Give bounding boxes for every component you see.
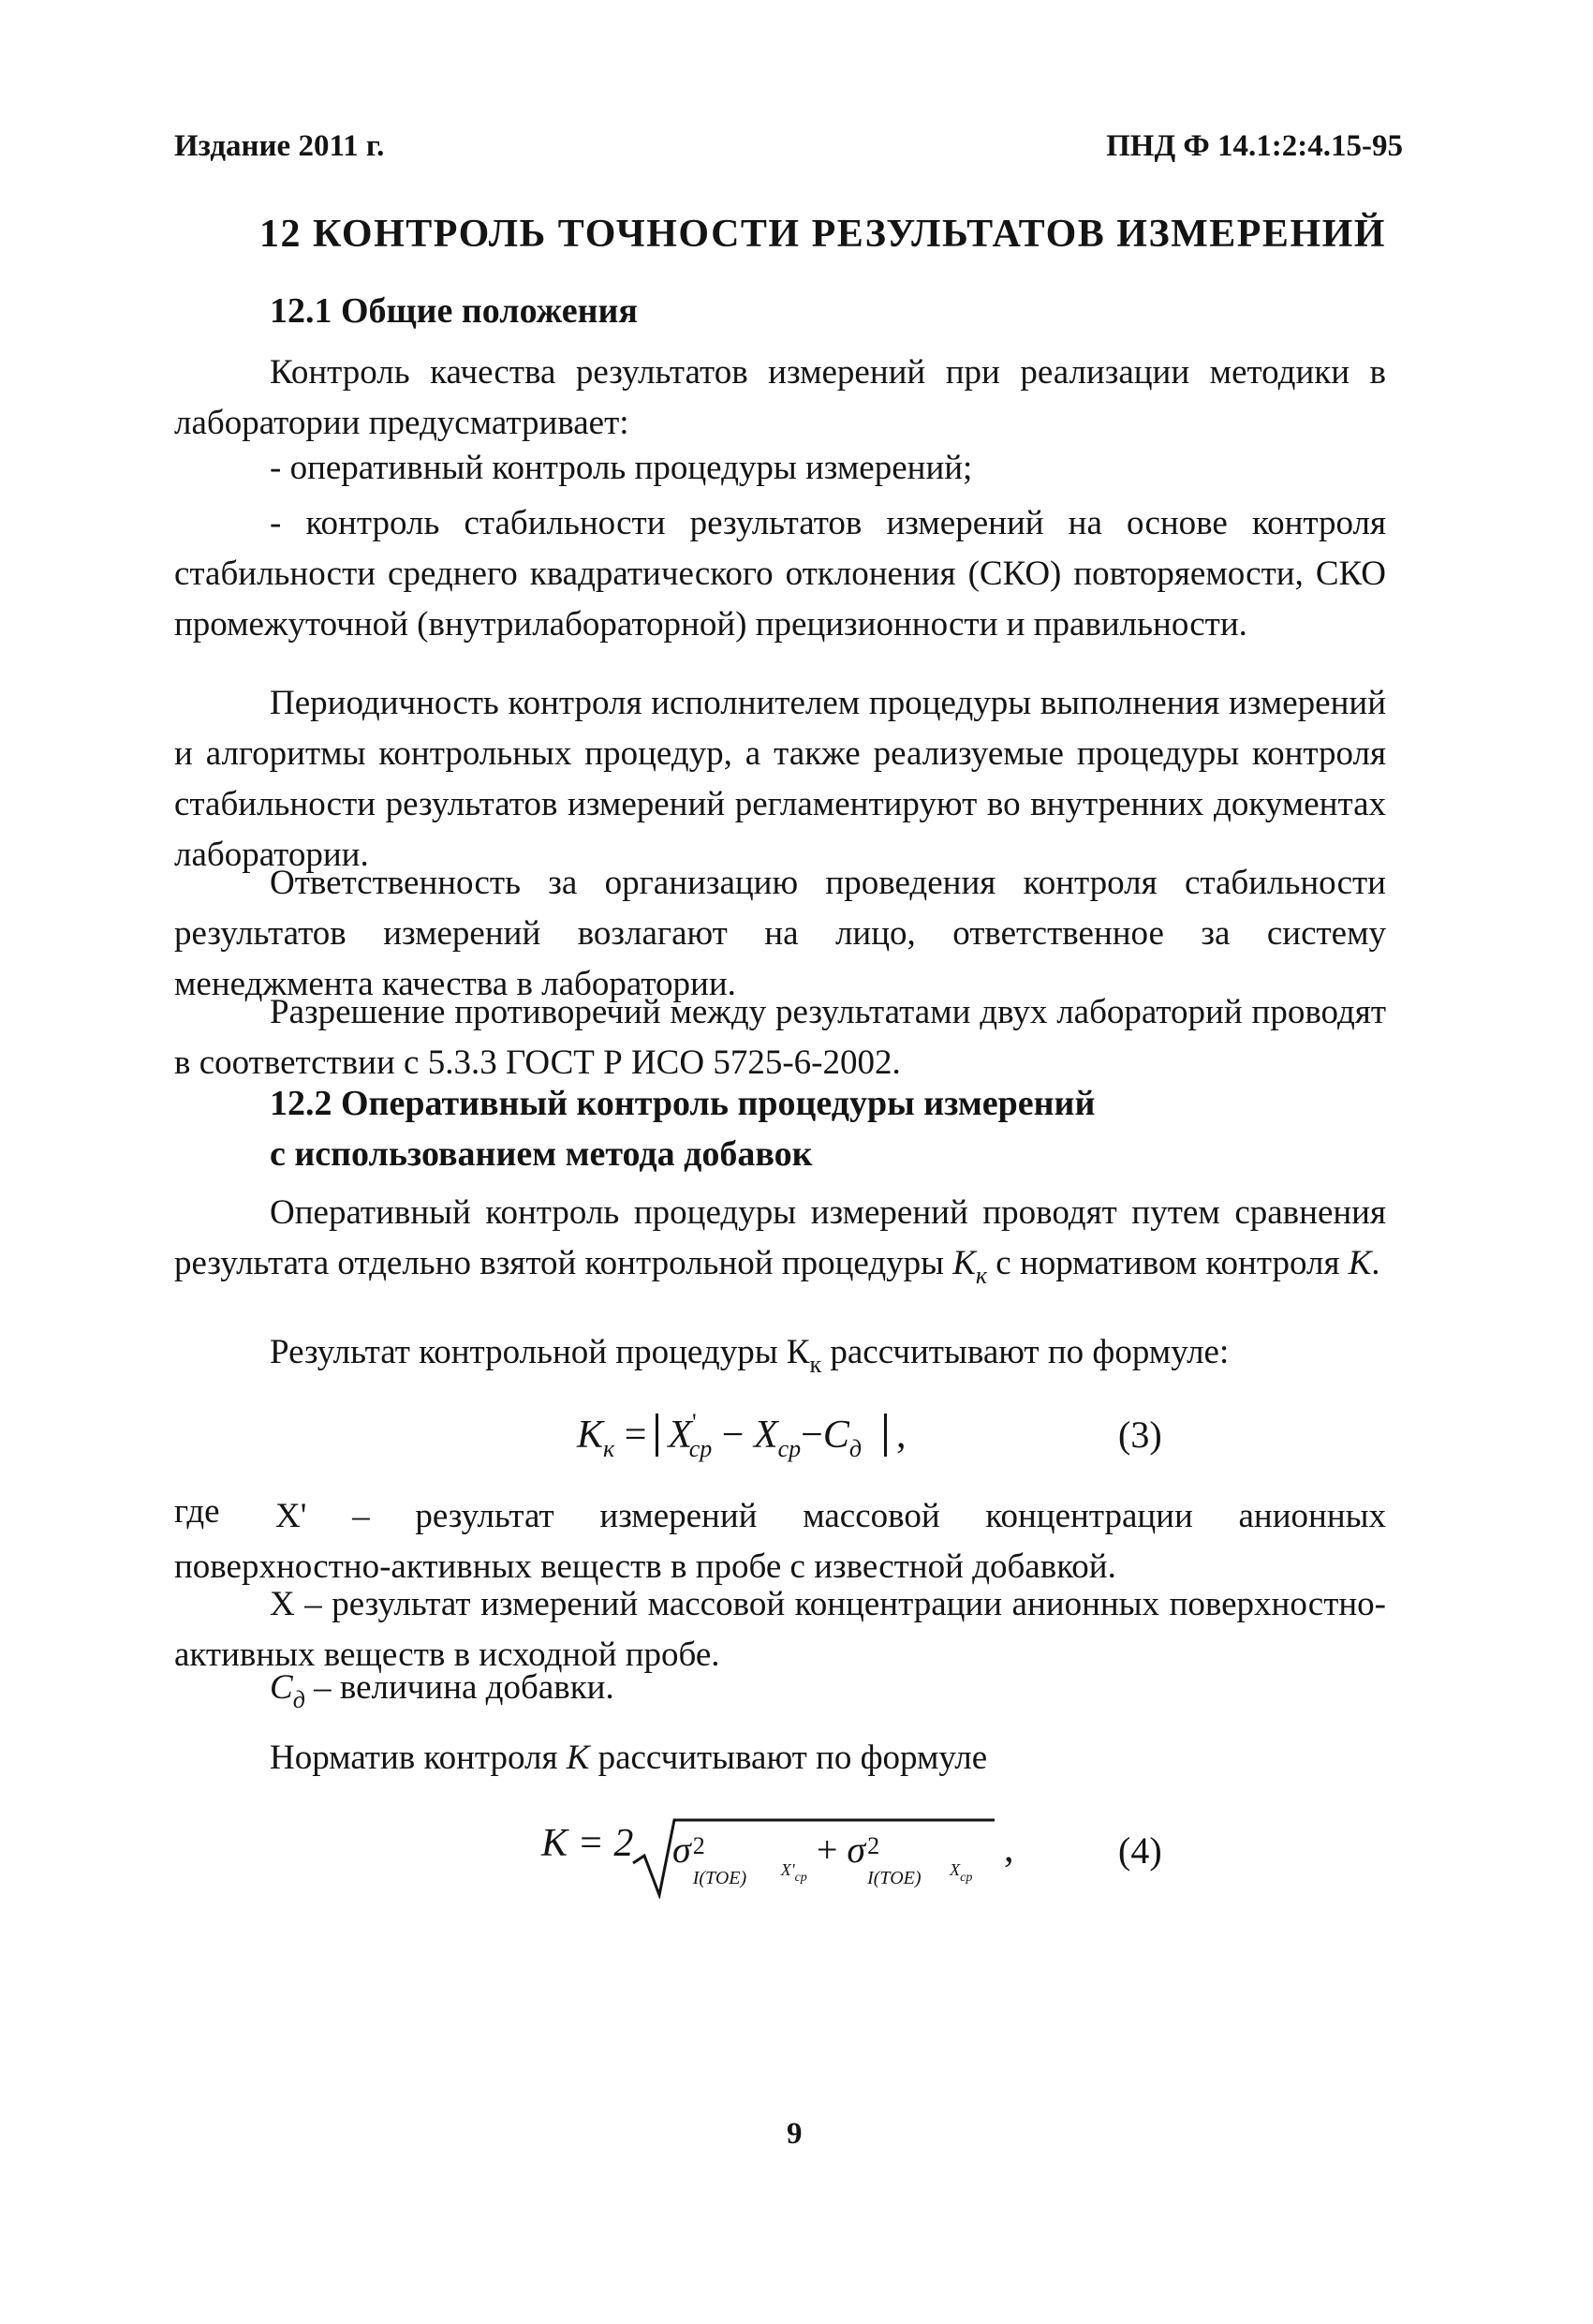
operative-control-text-end: . (1371, 1244, 1380, 1282)
formula-3-minus-2: − (801, 1414, 823, 1457)
sigma-1-index: I(TOE) (692, 1868, 747, 1888)
list-item-operative-control: - оперативный контроль процедуры измерений; (270, 449, 973, 487)
formula-3-prime: ' (692, 1409, 697, 1436)
equation-number-3: (3) (1118, 1414, 1162, 1456)
sigma-2-index: I(TOE) (867, 1868, 922, 1888)
sigma-1-x-prime: X' (780, 1860, 795, 1879)
formula-3-intro-text-end: рассчитывают по формуле: (821, 1333, 1230, 1371)
symbol-c: С (270, 1668, 293, 1707)
list-item-stability-control: - контроль стабильности результатов измерений на основе контроля стабильности среднего квадратического отклонения (СКО) повторяемости, СКО промежуточной (внутрилабораторной) прецизионности и правильности. (174, 504, 1386, 644)
formula-4-comma: , (1004, 1828, 1014, 1871)
symbol-k: К (952, 1244, 976, 1282)
definition-c (270, 1667, 614, 1714)
formula-3-k-subscript: к (603, 1435, 615, 1462)
formula-4-lhs (541, 1821, 633, 1866)
definition-c-text: – величина добавки. (304, 1668, 614, 1707)
sigma-2-square: 2 (867, 1832, 880, 1859)
formula-3-x-prime: X (668, 1414, 693, 1457)
section-title-12-2-line-1: 12.2 Оперативный контроль процедуры измерений (270, 1084, 1096, 1123)
equation-number-4: (4) (1118, 1829, 1162, 1872)
sigma-2-x-subscript: ср (960, 1871, 973, 1885)
formula-3-x-prime-subscript: ср (688, 1435, 713, 1462)
symbol-c-subscript: д (292, 1686, 305, 1713)
operative-control-paragraph (174, 1188, 1386, 1301)
formula-4-plus: + (806, 1828, 848, 1871)
formula-4-radicand (672, 1828, 972, 1886)
operative-control-text: Оперативный контроль процедуры измерений проводят путем сравнения результата отдельно взятой контрольной процедуры (174, 1193, 1386, 1282)
sigma-2: σ (847, 1828, 866, 1871)
formula-4-intro-text-end: рассчитывают по формуле (589, 1739, 988, 1777)
intro-paragraph: Контроль качества результатов измерений при реализации методики в лаборатории предусматривает: (174, 353, 1386, 442)
formula-3-intro-text: Результат контрольной процедуры К (270, 1333, 810, 1371)
formula-3-x-subscript: ср (777, 1435, 802, 1462)
page-number: 9 (787, 2117, 803, 2151)
edition-label: Издание 2011 г. (174, 129, 385, 163)
symbol-k-norm-2: К (566, 1739, 590, 1777)
periodicity-paragraph: Периодичность контроля исполнителем процедуры выполнения измерений и алгоритмы контрольных процедур, а также реализуемые процедуры контроля стабильности результатов измерений регламентируют во внутренних документах лаборатории. (174, 684, 1386, 874)
formula-4-square-root (631, 1814, 996, 1899)
operative-control-text-mid: с нормативом контроля (987, 1244, 1349, 1282)
chapter-title: 12 КОНТРОЛЬ ТОЧНОСТИ РЕЗУЛЬТАТОВ ИЗМЕРЕНИЙ (259, 213, 1386, 256)
formula-4-intro (270, 1738, 987, 1778)
section-title-12-2-line-2: с использованием метода добавок (270, 1134, 813, 1174)
symbol-k-norm: К (1348, 1244, 1372, 1282)
formula-3-equals: = (624, 1414, 647, 1457)
formula-3-intro-subscript: к (809, 1351, 822, 1378)
symbol-k-subscript: к (975, 1262, 988, 1289)
sigma-1-square: 2 (692, 1832, 705, 1859)
definition-x-prime: X' – результат измерений массовой концентрации анионных поверхностно-активных веществ в пробе с известной добавкой. (174, 1497, 1386, 1586)
formula-3-minus-1: − (721, 1414, 745, 1457)
formula-3-x: X (753, 1414, 778, 1457)
sigma-2-x: X (950, 1860, 961, 1879)
formula-3-c-subscript: д (848, 1435, 863, 1462)
formula-3-c: C (822, 1414, 849, 1457)
formula-4-k-equals-2: K = 2 (541, 1822, 634, 1865)
document-code: ПНД Ф 14.1:2:4.15-95 (1106, 129, 1403, 163)
formula-3 (577, 1409, 907, 1463)
sigma-1-x-prime-subscript: ср (794, 1871, 807, 1885)
section-title-12-1: 12.1 Общие положения (270, 291, 638, 331)
formula-3-intro (270, 1332, 1229, 1379)
absolute-bar-left (656, 1414, 658, 1457)
formula-4-intro-text: Норматив контроля (270, 1739, 567, 1777)
responsibility-paragraph: Ответственность за организацию проведения контроля стабильности результатов измерений возлагают на лицо, ответственное за систему менеджмента качества в лаборатории. (174, 864, 1386, 1003)
formula-3-comma: , (896, 1414, 907, 1457)
contradictions-paragraph: Разрешение противоречий между результатами двух лабораторий проводят в соответствии с 5.3.3 ГОСТ Р ИСО 5725-6-2002. (174, 993, 1386, 1082)
sigma-1: σ (672, 1828, 691, 1871)
where-label: где (174, 1492, 220, 1531)
absolute-bar-right (884, 1414, 887, 1457)
definition-x: X – результат измерений массовой концентрации анионных поверхностно-активных веществ в исходной пробе. (174, 1585, 1386, 1674)
formula-3-k: K (577, 1414, 604, 1457)
